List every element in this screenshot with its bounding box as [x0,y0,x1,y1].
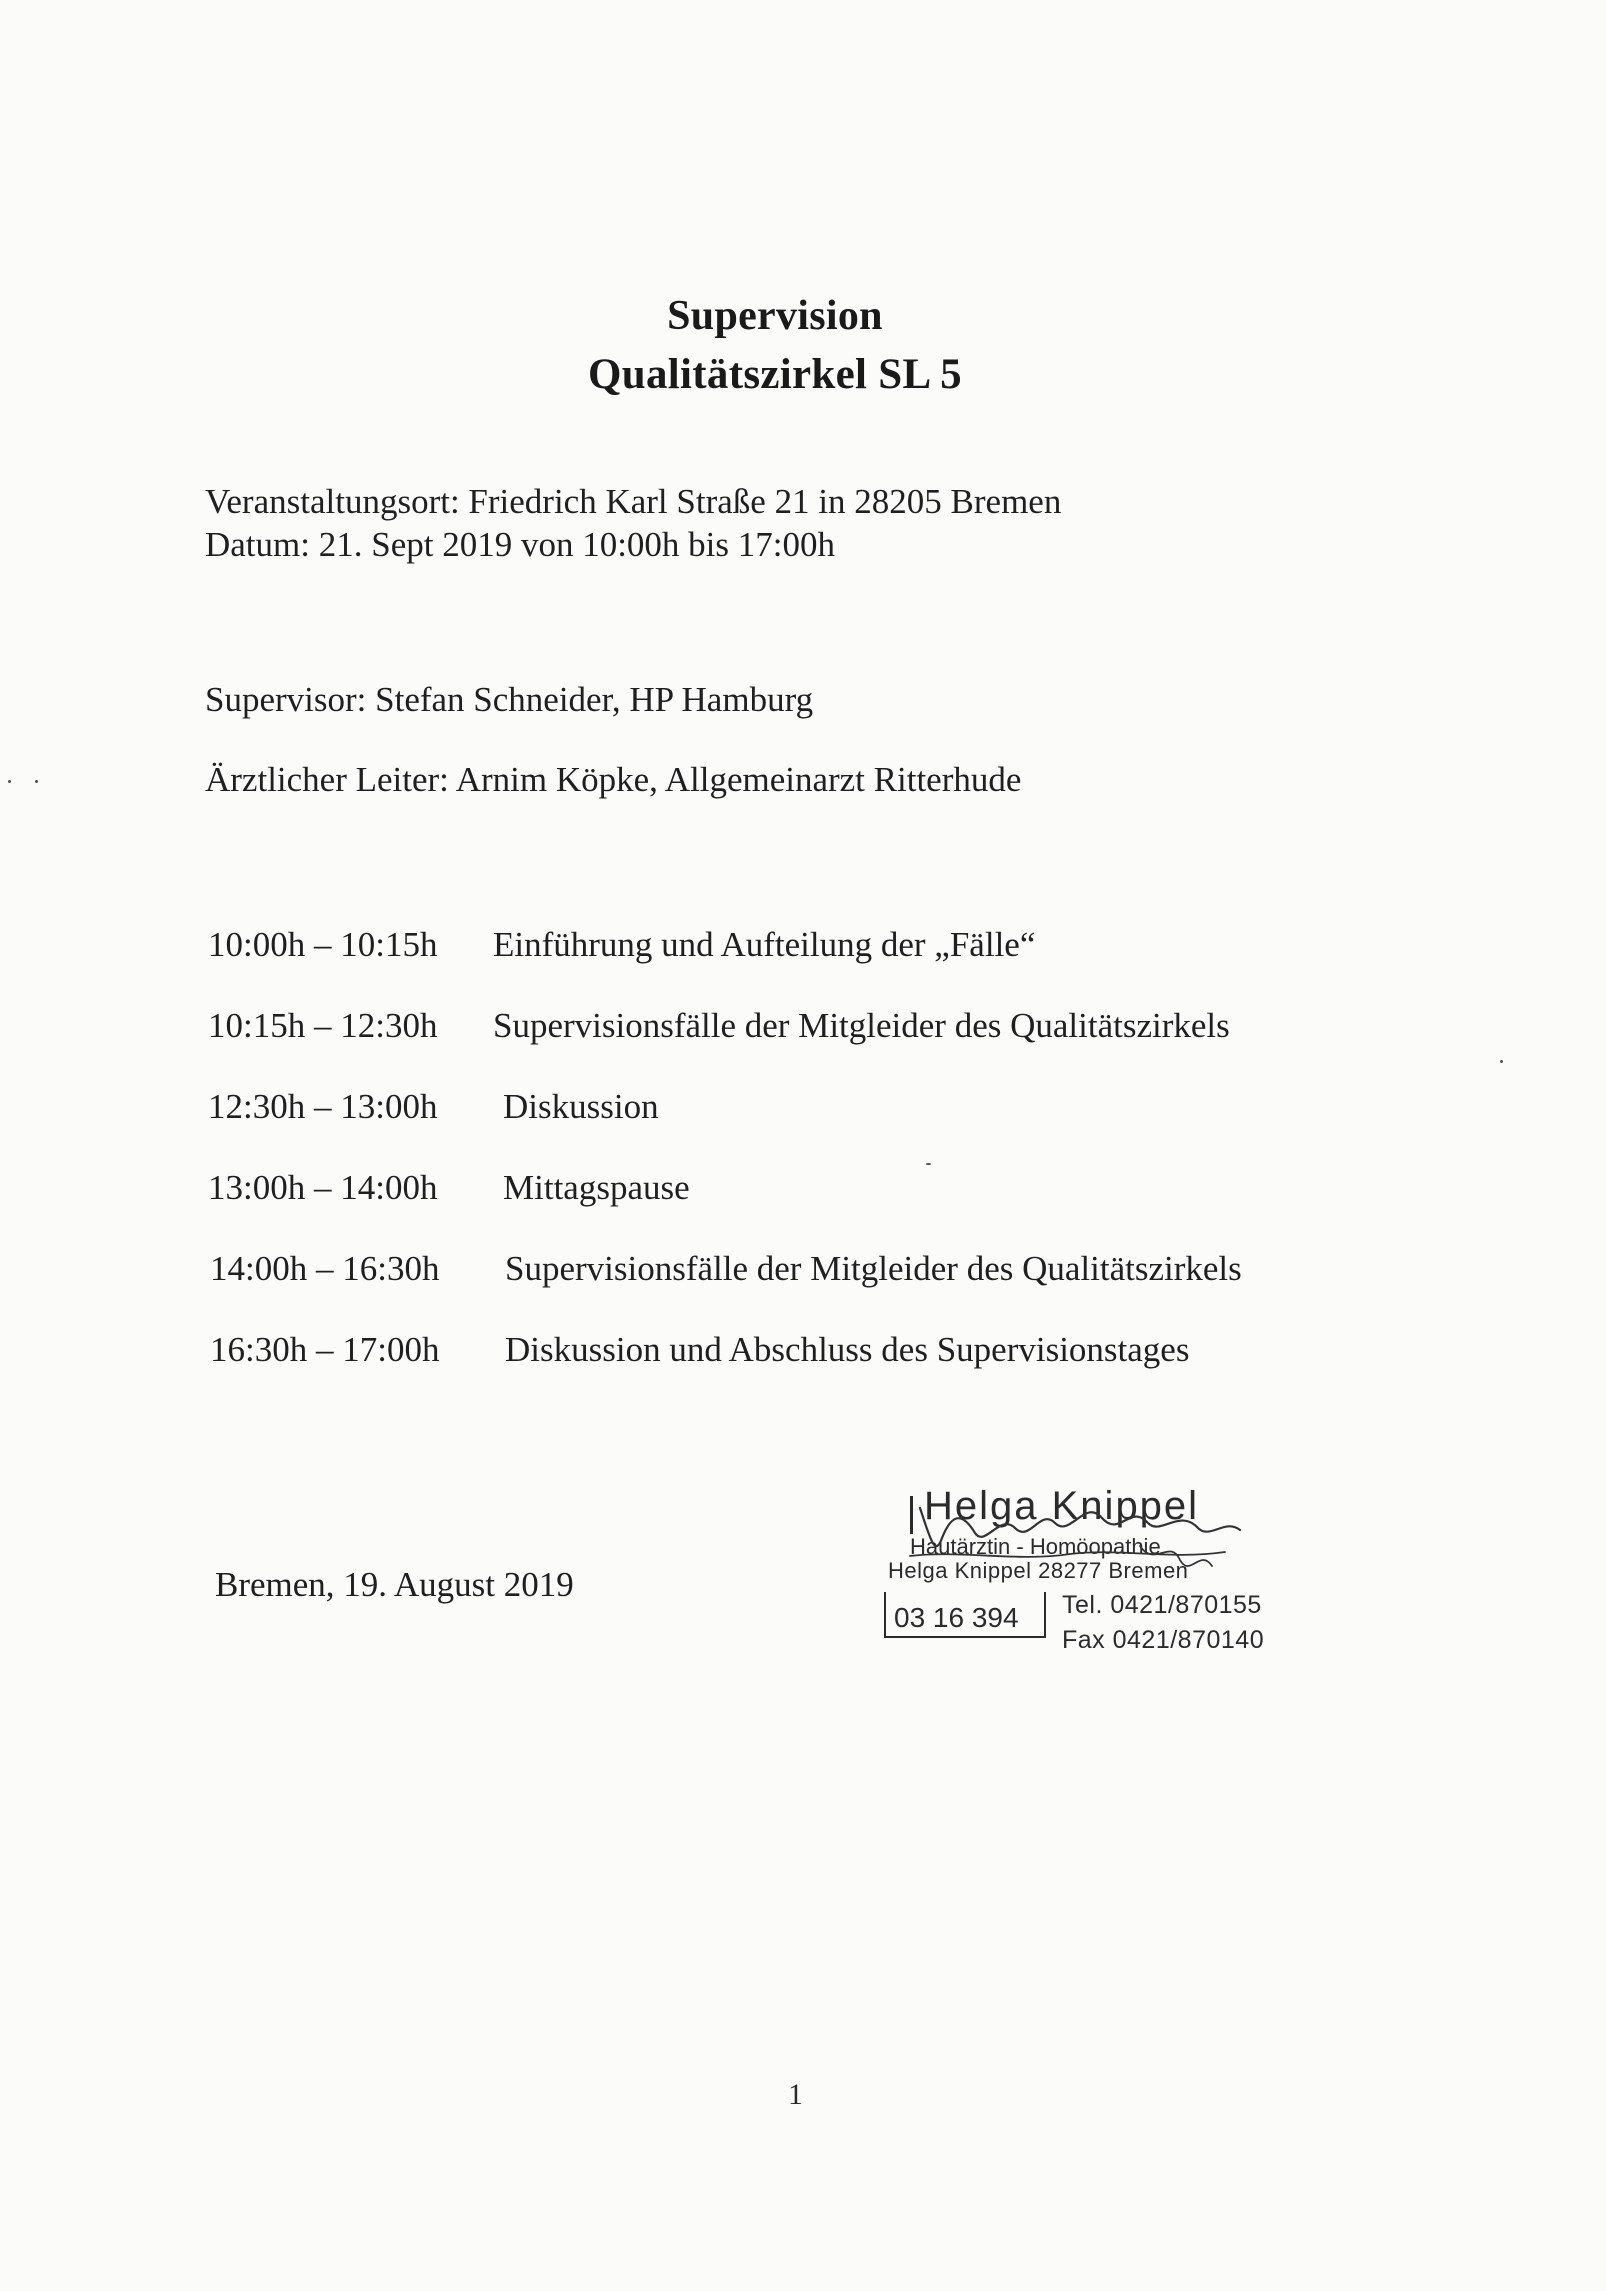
schedule-row [210,1249,1242,1289]
schedule-row [208,925,1035,965]
document-subtitle: Qualitätszirkel SL 5 [588,351,962,398]
schedule-activity: Mittagspause [503,1168,690,1207]
schedule-time: 10:15h – 12:30h [208,1006,438,1045]
schedule-activity: Supervisionsfälle der Mitgleider des Qualitätszirkels [493,1006,1230,1045]
event-date: Datum: 21. Sept 2019 von 10:00h bis 17:00h [205,525,835,564]
schedule-activity: Diskussion und Abschluss des Supervisionstages [505,1330,1190,1369]
schedule-activity: Diskussion [503,1087,659,1126]
stamp-bar [910,1496,913,1534]
schedule-time: 14:00h – 16:30h [210,1249,440,1288]
schedule-row [208,1087,659,1127]
schedule-time: 12:30h – 13:00h [208,1087,438,1126]
stamp-name: Helga Knippel [924,1484,1200,1528]
schedule-time: 13:00h – 14:00h [208,1168,438,1207]
schedule-time: 10:00h – 10:15h [208,925,438,964]
scan-speck [35,780,38,783]
schedule-time: 16:30h – 17:00h [210,1330,440,1369]
closing-place-date: Bremen, 19. August 2019 [215,1565,574,1604]
scan-speck [1500,1060,1503,1063]
schedule-activity: Einführung und Aufteilung der „Fälle“ [493,925,1036,964]
schedule-row [208,1006,1230,1046]
schedule-row [210,1330,1189,1370]
supervisor-line: Supervisor: Stefan Schneider, HP Hamburg [205,680,814,719]
medical-lead-line: Ärztlicher Leiter: Arnim Köpke, Allgemeinarzt Ritterhude [205,760,1022,799]
scan-speck [926,1163,931,1165]
schedule-row [208,1168,690,1208]
stamp-subtitle: Hautärztin - Homöopathie [910,1534,1161,1559]
stamp-address: Helga Knippel 28277 Bremen [888,1558,1189,1583]
stamp-tel: Tel. 0421/870155 [1062,1591,1262,1619]
stamp-number-box: 03 16 394 [884,1598,1046,1638]
page-number: 1 [788,2078,803,2111]
document-title: Supervision [667,293,883,339]
scan-speck [8,780,11,783]
stamp-fax: Fax 0421/870140 [1062,1626,1265,1654]
doctor-stamp [880,1478,1300,1678]
event-location: Veranstaltungsort: Friedrich Karl Straße 21 in 28205 Bremen [205,482,1062,521]
schedule-activity: Supervisionsfälle der Mitgleider des Qualitätszirkels [505,1249,1242,1288]
